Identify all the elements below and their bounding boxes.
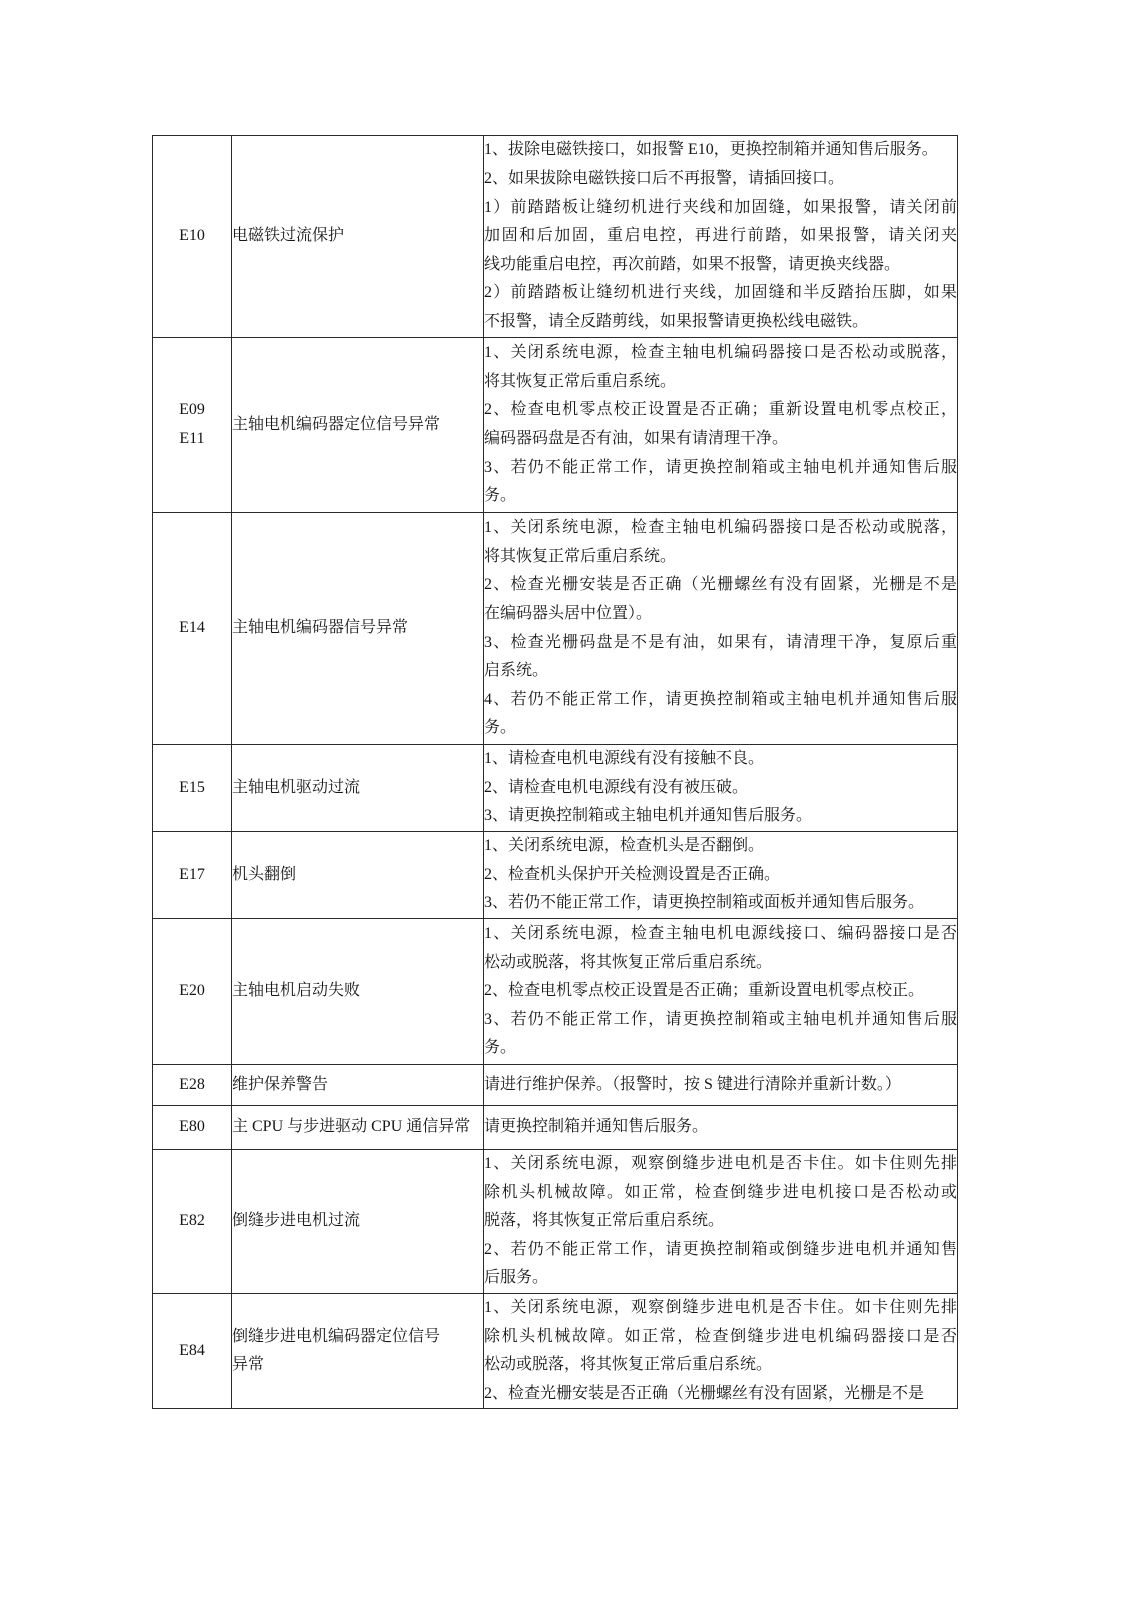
error-description-line: 主轴电机启动失败: [232, 982, 361, 1000]
solution-line: 请进行维护保养。（报警时，按 S 键进行清除并重新计数。）: [484, 1075, 901, 1093]
solution-line: 线功能重启电控，再次前踏，如果不报警，请更换夹线器。: [484, 255, 901, 273]
error-code-cell: [153, 832, 232, 919]
solution-step: [484, 571, 957, 628]
solution-line: 3、检查光栅码盘是不是有油，如果有，请清理干净，复原后重: [484, 633, 957, 651]
error-code-table: [152, 135, 958, 1409]
solution-line: 请更换控制箱并通知售后服务。: [484, 1118, 709, 1136]
error-code-cell: [153, 745, 232, 832]
error-code: E82: [179, 1212, 205, 1230]
solution-line: 2、检查光栅安装是否正确（光栅螺丝有没有固紧，光栅是不是: [484, 1384, 925, 1402]
error-description-line: 倒缝步进电机过流: [232, 1212, 361, 1230]
solution-line: 3、请更换控制箱或主轴电机并通知售后服务。: [484, 807, 813, 825]
solution-cell: [484, 1106, 958, 1150]
solution-line: 不报警，请全反踏剪线，如果报警请更换松线电磁铁。: [484, 312, 869, 330]
table-row: [153, 832, 958, 919]
error-code-cell: [153, 1294, 232, 1409]
error-code: E84: [179, 1341, 205, 1359]
error-code-cell: [153, 1150, 232, 1294]
error-description-cell: [232, 1065, 484, 1106]
error-code: E28: [179, 1075, 205, 1093]
solution-line: 将其恢复正常后重启系统。: [484, 547, 677, 565]
error-description-cell: [232, 1106, 484, 1150]
error-code-cell: [153, 513, 232, 745]
error-description-line: 机头翻倒: [232, 865, 297, 883]
solution-cell: [484, 1150, 958, 1294]
solution-line: 松动或脱落，将其恢复正常后重启系统。: [484, 953, 773, 971]
solution-line: 除机头机械故障。如正常，检查倒缝步进电机接口是否松动或: [484, 1183, 957, 1201]
solution-step: [484, 339, 957, 396]
solution-line: 3、若仍不能正常工作，请更换控制箱或主轴电机并通知售后服: [484, 458, 957, 476]
solution-line: 务。: [484, 719, 517, 737]
error-code: E80: [179, 1118, 205, 1136]
error-code: E17: [179, 865, 205, 883]
solution-line: 3、若仍不能正常工作，请更换控制箱或面板并通知售后服务。: [484, 894, 925, 912]
solution-step: [484, 686, 957, 743]
solution-line: 2、检查机头保护开关检测设置是否正确。: [484, 865, 781, 883]
error-code: E15: [179, 778, 205, 796]
solution-step: [484, 920, 957, 977]
error-description-cell: [232, 136, 484, 338]
table-row: [153, 1150, 958, 1294]
solution-line: 1、关闭系统电源，检查主轴电机编码器接口是否松动或脱落，: [484, 344, 957, 362]
error-code: E10: [179, 227, 205, 245]
solution-line: 将其恢复正常后重启系统。: [484, 372, 677, 390]
solution-step: [484, 629, 957, 686]
error-description-cell: [232, 745, 484, 832]
solution-line: 后服务。: [484, 1269, 549, 1287]
error-description-cell: [232, 338, 484, 513]
error-code-cell: [153, 1106, 232, 1150]
solution-line: 1、关闭系统电源，检查主轴电机电源线接口、编码器接口是否: [484, 925, 957, 943]
error-description-line: 异常: [232, 1356, 265, 1374]
solution-step: [484, 977, 957, 1006]
solution-line: 1）前踏踏板让缝纫机进行夹线和加固缝，如果报警，请关闭前: [484, 198, 957, 216]
solution-step: [484, 832, 957, 861]
solution-line: 3、若仍不能正常工作，请更换控制箱或主轴电机并通知售后服: [484, 1010, 957, 1028]
solution-step: [484, 396, 957, 453]
solution-line: 脱落，将其恢复正常后重启系统。: [484, 1212, 725, 1230]
solution-step: [484, 745, 957, 774]
solution-line: 加固和后加固，重启电控，再进行前踏，如果报警，请关闭夹: [484, 227, 957, 245]
solution-line: 2、请检查电机电源线有没有被压破。: [484, 778, 749, 796]
error-description-cell: [232, 832, 484, 919]
solution-line: 启系统。: [484, 662, 549, 680]
error-code-cell: [153, 1065, 232, 1106]
solution-step: [484, 454, 957, 511]
solution-cell: [484, 513, 958, 745]
solution-line: 1、关闭系统电源，检查机头是否翻倒。: [484, 837, 765, 855]
solution-step: [484, 1071, 957, 1100]
error-description-cell: [232, 1294, 484, 1409]
solution-line: 编码器码盘是否有油，如果有请清理干净。: [484, 430, 789, 447]
error-description-line: 倒缝步进电机编码器定位信号: [232, 1327, 441, 1345]
error-code-cell: [153, 136, 232, 338]
error-code-cell: [153, 919, 232, 1065]
table-row: [153, 513, 958, 745]
error-description-cell: [232, 1150, 484, 1294]
table-row: [153, 1294, 958, 1409]
table-row: [153, 919, 958, 1065]
solution-step: [484, 194, 957, 280]
solution-step: [484, 889, 957, 918]
solution-cell: [484, 745, 958, 832]
error-code-table-body: [153, 136, 958, 1409]
solution-step: [484, 165, 957, 194]
solution-cell: [484, 136, 958, 338]
solution-step: [484, 1236, 957, 1293]
solution-cell: [484, 832, 958, 919]
solution-line: 松动或脱落，将其恢复正常后重启系统。: [484, 1356, 773, 1374]
solution-step: [484, 774, 957, 803]
solution-line: 4、若仍不能正常工作，请更换控制箱或主轴电机并通知售后服: [484, 690, 957, 708]
table-row: [153, 136, 958, 338]
solution-step: [484, 514, 957, 571]
error-description-line: 主轴电机驱动过流: [232, 778, 361, 796]
error-code: E20: [179, 982, 205, 1000]
solution-step: [484, 1380, 957, 1409]
solution-line: 1、关闭系统电源，观察倒缝步进电机是否卡住。如卡住则先排: [484, 1299, 957, 1316]
solution-line: 2、检查电机零点校正设置是否正确；重新设置电机零点校正。: [484, 982, 925, 1000]
table-row: [153, 1106, 958, 1150]
solution-step: [484, 1294, 957, 1380]
error-description-line: 维护保养警告: [232, 1075, 329, 1093]
solution-step: [484, 1006, 957, 1063]
solution-line: 2、如果拔除电磁铁接口后不再报警，请插回接口。: [484, 170, 845, 188]
error-description-line: 主轴电机编码器定位信号异常: [232, 415, 441, 433]
solution-line: 务。: [484, 1039, 517, 1057]
solution-cell: [484, 338, 958, 513]
solution-line: 务。: [484, 487, 517, 505]
solution-cell: [484, 1065, 958, 1106]
error-description-cell: [232, 513, 484, 745]
error-code: E11: [179, 430, 205, 447]
solution-step: [484, 279, 957, 336]
solution-line: 除机头机械故障。如正常，检查倒缝步进电机编码器接口是否: [484, 1327, 957, 1345]
solution-line: 2、若仍不能正常工作，请更换控制箱或倒缝步进电机并通知售: [484, 1240, 957, 1258]
table-row: [153, 745, 958, 832]
solution-line: 1、请检查电机电源线有没有接触不良。: [484, 750, 765, 768]
solution-step: [484, 861, 957, 890]
solution-line: 1、关闭系统电源，观察倒缝步进电机是否卡住。如卡住则先排: [484, 1155, 957, 1173]
solution-line: 2）前踏踏板让缝纫机进行夹线，加固缝和半反踏抬压脚，如果: [484, 284, 957, 302]
error-code: E14: [179, 619, 205, 637]
table-row: [153, 338, 958, 513]
error-description-cell: [232, 919, 484, 1065]
error-description-line: 主 CPU 与步进驱动 CPU 通信异常: [232, 1118, 471, 1136]
solution-cell: [484, 919, 958, 1065]
solution-step: [484, 802, 957, 831]
solution-line: 在编码器头居中位置）。: [484, 604, 653, 622]
solution-line: 1、拔除电磁铁接口，如报警 E10，更换控制箱并通知售后服务。: [484, 141, 938, 159]
error-code-cell: [153, 338, 232, 513]
solution-line: 2、检查电机零点校正设置是否正确；重新设置电机零点校正，: [484, 401, 957, 419]
solution-step: [484, 1113, 957, 1142]
error-code: E09: [179, 401, 205, 419]
error-description-line: 主轴电机编码器信号异常: [232, 619, 409, 637]
solution-cell: [484, 1294, 958, 1409]
table-row: [153, 1065, 958, 1106]
solution-line: 2、检查光栅安装是否正确（光栅螺丝有没有固紧，光栅是不是: [484, 576, 957, 594]
solution-step: [484, 1150, 957, 1236]
error-description-line: 电磁铁过流保护: [232, 227, 345, 245]
solution-step: [484, 136, 957, 165]
solution-line: 1、关闭系统电源，检查主轴电机编码器接口是否松动或脱落，: [484, 519, 957, 537]
